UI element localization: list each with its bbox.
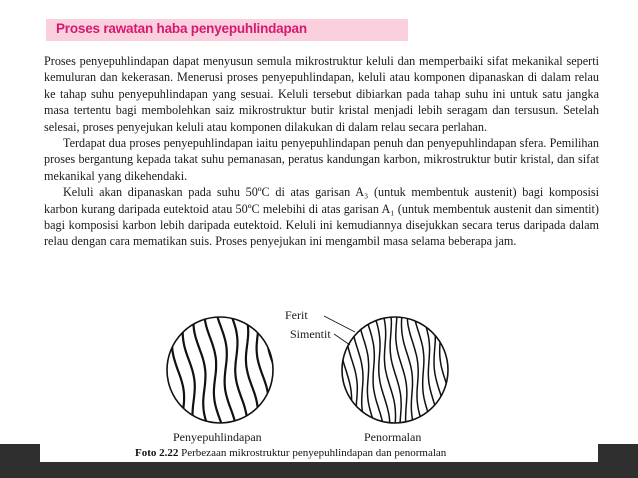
annealed-lamellae xyxy=(161,310,279,430)
label-simentit: Simentit xyxy=(290,327,331,341)
title-banner xyxy=(46,19,408,41)
lamella-line xyxy=(216,310,237,430)
caption-number: Foto 2.22 xyxy=(135,447,179,459)
lamella-line xyxy=(445,310,456,430)
figure-caption xyxy=(135,447,555,460)
label-ferit: Ferit xyxy=(285,308,308,322)
label-penyepuhlindapan: Penyepuhlindapan xyxy=(173,430,262,444)
lamella-line xyxy=(334,310,346,430)
footer-bar xyxy=(0,462,638,478)
lamella-line xyxy=(257,310,269,430)
label-penormalan: Penormalan xyxy=(364,430,422,444)
simentit-leader-line xyxy=(334,334,350,345)
paragraph-1: Proses penyepuhlindapan dapat menyusun semula mikrostruktur keluli dan memperbaiki sifat mekanikal seperti kemuluran dan kekerasan. Menerusi proses penyepuhlindapan, keluli atau komponen dipanaskan di dalam relau ke tahap suhu penyepuhlindapan yang sesuai. Keluli tersebut dibiarkan pada tahap suhu ini untuk satu jangka masa tertentu bagi membolehkan saiz mikrostruktur butir kristal menjadi lebih seragam dan tersusun. Setelah selesai, proses penyejukan keluli atau komponen dilakukan di dalam relau secara perlahan. xyxy=(44,54,599,134)
microstructure-diagram xyxy=(150,300,490,445)
normalized-lamellae xyxy=(334,310,457,430)
caption-text: Perbezaan mikrostruktur penyepuhlindapan dan penormalan xyxy=(181,447,447,459)
microstructure-figure xyxy=(150,300,490,445)
lamella-line xyxy=(172,310,184,430)
lamella-line xyxy=(364,310,384,430)
paragraph-2: Terdapat dua proses penyepuhlindapan iaitu penyepuhlindapan penuh dan penyepuhlindapan sfera. Pemilihan proses bergantung kepada takat suhu pemanasan, peratus kandungan karbon, mikrostruktur butir kristal, dan sifat mekanikal yang dikehendaki. xyxy=(44,136,599,183)
lamella-line xyxy=(439,310,451,430)
lamella-line xyxy=(407,310,424,430)
lamella-line xyxy=(373,310,390,430)
page-title: Proses rawatan haba penyepuhlindapan xyxy=(56,21,307,36)
paragraph-3: Keluli akan dipanaskan pada suhu 50ºC di atas garisan A₃ (untuk membentuk austenit) bagi komposisi karbon kurang daripada eutektoid atau 50ºC melebihi di atas garisan A₁ (untuk membentuk austenit dan simentit) bagi komposisi karbon lebih daripada eutektoid. Keluli ini kemudiannya disejukkan secara terus daripada dalam relau dengan cara mematikan suis. Proses penyejukan ini mengambil masa selama beberapa jam. xyxy=(44,185,599,249)
annealed-circle xyxy=(167,317,273,423)
body-text xyxy=(44,53,599,250)
lamella-line xyxy=(413,310,433,430)
